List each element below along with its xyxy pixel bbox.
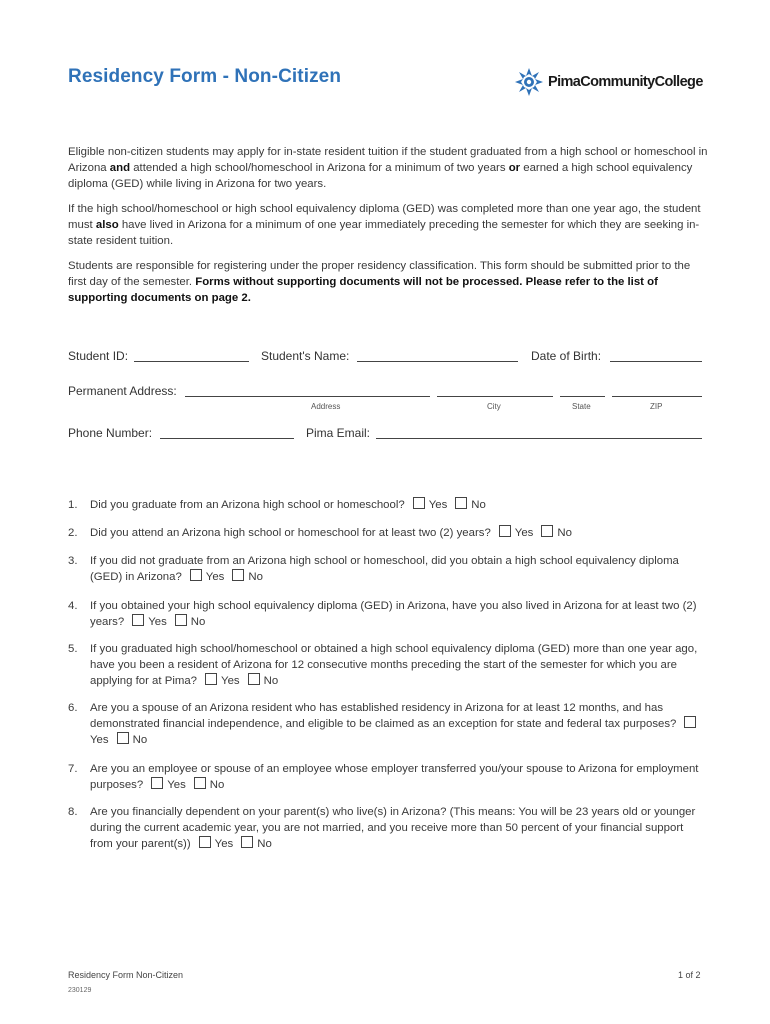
address-sublabel: Address xyxy=(311,402,341,411)
question-text: Did you graduate from an Arizona high school or homeschool? xyxy=(90,499,405,511)
yes-label: Yes xyxy=(205,571,225,583)
footer-code: 230129 xyxy=(68,987,92,994)
question-text-wrap xyxy=(90,761,702,793)
intro-text: If the high school/homeschool or high school equivalency diploma (GED) was completed more than one year ago, the student must xyxy=(68,203,701,231)
no-label: No xyxy=(557,527,572,539)
question-1 xyxy=(68,497,708,513)
no-checkbox[interactable] xyxy=(232,569,244,581)
student-id-field[interactable] xyxy=(134,361,249,362)
question-number: 3. xyxy=(68,555,78,567)
no-label: No xyxy=(471,499,486,511)
question-number: 4. xyxy=(68,600,78,612)
city-sublabel: City xyxy=(487,402,501,411)
question-4 xyxy=(68,598,708,630)
no-label: No xyxy=(263,675,279,687)
no-label: No xyxy=(257,838,272,850)
question-text: If you did not graduate from an Arizona high school or homeschool, did you obtain a high school equivalency diploma (GED) in Arizona? xyxy=(90,555,679,583)
no-label: No xyxy=(132,734,148,746)
zip-field[interactable] xyxy=(612,396,702,397)
question-text-wrap xyxy=(90,525,702,541)
student-name-label: Student's Name: xyxy=(261,349,350,363)
question-text-wrap xyxy=(90,641,702,689)
intro-text: Students are responsible for registering under the proper residency classification. This form should be submitted prior to the first day of the semester. xyxy=(68,260,691,288)
emphasis-text: Forms without supporting documents will not be processed. Please refer to the list of supporting documents on page 2. xyxy=(68,276,658,304)
phone-label: Phone Number: xyxy=(68,426,153,440)
student-name-field[interactable] xyxy=(357,361,518,362)
state-sublabel: State xyxy=(572,402,591,411)
no-checkbox[interactable] xyxy=(541,525,553,537)
question-8 xyxy=(68,804,708,852)
yes-checkbox[interactable] xyxy=(190,569,202,581)
question-7 xyxy=(68,761,708,793)
email-field[interactable] xyxy=(376,438,702,439)
emphasis-text: and xyxy=(109,162,131,174)
no-checkbox[interactable] xyxy=(194,777,206,789)
email-label: Pima Email: xyxy=(306,426,371,440)
intro-text: have lived in Arizona for a minimum of one year immediately preceding the semester for which they are seeking in-state resident tuition. xyxy=(68,219,700,247)
question-text-wrap xyxy=(90,804,702,852)
question-text: Are you a spouse of an Arizona resident who has established residency in Arizona for at least 12 months, and has demonstrated financial independence, and eligible to be claimed as an exception for state and federal tax purposes? xyxy=(90,702,677,730)
emphasis-text: or xyxy=(508,162,521,174)
yes-label: Yes xyxy=(514,527,534,539)
intro-text: attended a high school/homeschool in Arizona for a minimum of two years xyxy=(130,162,509,174)
dob-label: Date of Birth: xyxy=(531,349,602,363)
college-logo xyxy=(514,67,703,97)
question-number: 6. xyxy=(68,702,78,714)
yes-checkbox[interactable] xyxy=(684,716,696,728)
yes-label: Yes xyxy=(167,779,186,791)
question-number: 2. xyxy=(68,527,78,539)
no-checkbox[interactable] xyxy=(455,497,467,509)
question-text: If you graduated high school/homeschool or obtained a high school equivalency diploma (GED) more than one year ago, have you been a resident of Arizona for 12 consecutive months preceding the start of the semester for which you are applying for at Pima? xyxy=(90,643,698,687)
yes-checkbox[interactable] xyxy=(151,777,163,789)
yes-label: Yes xyxy=(214,838,234,850)
yes-checkbox[interactable] xyxy=(499,525,511,537)
question-5 xyxy=(68,641,708,689)
no-label: No xyxy=(190,616,206,628)
yes-label: Yes xyxy=(90,734,109,746)
state-field[interactable] xyxy=(560,396,605,397)
intro-text: Eligible non-citizen students may apply for in-state resident tuition if the student graduated from a high school or homeschool in Arizona xyxy=(68,146,708,174)
address-field[interactable] xyxy=(185,396,430,397)
question-number: 7. xyxy=(68,763,78,775)
yes-checkbox[interactable] xyxy=(413,497,425,509)
no-checkbox[interactable] xyxy=(241,836,253,848)
student-id-label: Student ID: xyxy=(68,349,129,363)
question-text-wrap xyxy=(90,497,702,513)
yes-checkbox[interactable] xyxy=(205,673,217,685)
city-field[interactable] xyxy=(437,396,553,397)
footer-form-name: Residency Form Non-Citizen xyxy=(68,970,184,980)
no-label: No xyxy=(209,779,225,791)
yes-checkbox[interactable] xyxy=(199,836,211,848)
intro-paragraph-3 xyxy=(68,258,708,306)
no-checkbox[interactable] xyxy=(248,673,260,685)
question-text: Did you attend an Arizona high school or homeschool for at least two (2) years? xyxy=(90,527,491,539)
intro-text: earned a high school equivalency diploma (GED) while living in Arizona for two years. xyxy=(68,162,693,190)
question-text: Are you financially dependent on your parent(s) who live(s) in Arizona? (This means: You will be 23 years old or younger during the current academic year, you are not married, and you receive more than 50 percent of your financial support from your parent(s)) xyxy=(90,806,696,850)
dob-field[interactable] xyxy=(610,361,702,362)
question-text: Are you an employee or spouse of an employee whose employer transferred you/your spouse to Arizona for employment purposes? xyxy=(90,763,699,791)
no-checkbox[interactable] xyxy=(175,614,187,626)
no-label: No xyxy=(248,571,263,583)
phone-field[interactable] xyxy=(160,438,294,439)
no-checkbox[interactable] xyxy=(117,732,129,744)
address-label: Permanent Address: xyxy=(68,384,177,398)
question-text-wrap xyxy=(90,700,702,748)
yes-checkbox[interactable] xyxy=(132,614,144,626)
page-title: Residency Form - Non-Citizen xyxy=(68,66,342,87)
emphasis-text: also xyxy=(95,219,119,231)
question-3 xyxy=(68,553,708,585)
question-number: 1. xyxy=(68,499,78,511)
intro-paragraph-1 xyxy=(68,144,708,192)
yes-label: Yes xyxy=(428,499,448,511)
intro-paragraph-2 xyxy=(68,201,708,249)
question-text-wrap xyxy=(90,553,702,585)
yes-label: Yes xyxy=(221,675,240,687)
question-number: 5. xyxy=(68,643,78,655)
question-6 xyxy=(68,700,708,748)
page-number: 1 of 2 xyxy=(678,970,701,980)
question-text-wrap xyxy=(90,598,702,630)
question-2 xyxy=(68,525,708,541)
yes-label: Yes xyxy=(148,616,167,628)
question-text: If you obtained your high school equivalency diploma (GED) in Arizona, have you also lived in Arizona for at least two (2) years? xyxy=(90,600,697,628)
zip-sublabel: ZIP xyxy=(650,402,663,411)
question-number: 8. xyxy=(68,806,78,818)
logo-text: PimaCommunityCollege xyxy=(548,74,703,90)
pima-logo-icon xyxy=(514,67,544,97)
